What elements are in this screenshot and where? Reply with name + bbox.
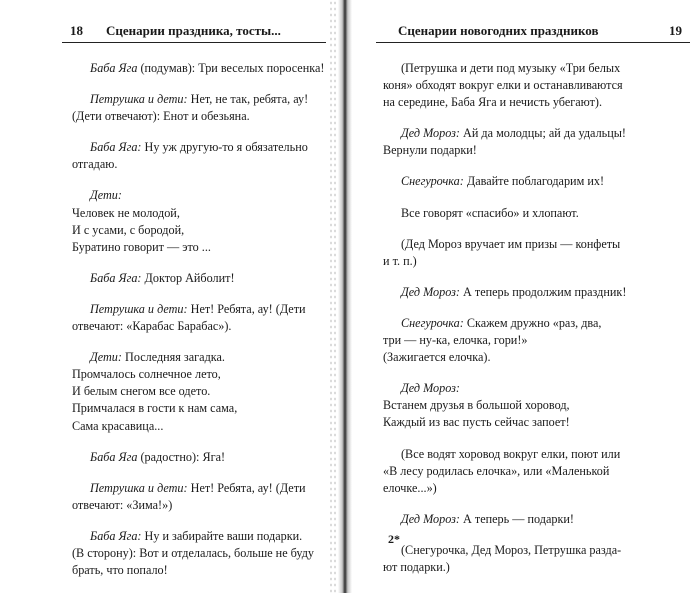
paragraph bbox=[72, 187, 328, 255]
text-line bbox=[72, 349, 328, 366]
text-line bbox=[383, 125, 687, 142]
line-text: Доктор Айболит! bbox=[141, 270, 235, 285]
line-text: (Снегурочка, Дед Мороз, Петрушка разда- bbox=[401, 542, 622, 557]
text-line bbox=[383, 77, 687, 94]
text-line bbox=[383, 446, 687, 463]
line-text: Вернули подарки! bbox=[383, 143, 477, 158]
line-text: Ну и забирайте ваши подарки. bbox=[141, 528, 303, 543]
paragraph bbox=[383, 380, 687, 431]
paragraph bbox=[72, 480, 328, 514]
paragraph bbox=[72, 60, 328, 77]
text-line bbox=[383, 414, 687, 431]
speaker-name: Дети: bbox=[90, 188, 122, 203]
text-line bbox=[72, 139, 328, 156]
speaker-name: Петрушка и дети: bbox=[90, 92, 188, 107]
line-text: (Все водят хоровод вокруг елки, поют или bbox=[401, 446, 621, 461]
text-line bbox=[72, 545, 328, 562]
line-text: отгадаю. bbox=[72, 157, 118, 172]
speaker-name: Петрушка и дети: bbox=[90, 301, 188, 316]
text-line bbox=[72, 270, 328, 287]
speaker-name: Дед Мороз: bbox=[401, 126, 460, 141]
line-text: Последняя загадка. bbox=[121, 350, 225, 365]
line-text: Нет! Ребята, ау! (Дети bbox=[187, 301, 306, 316]
text-line bbox=[383, 315, 687, 332]
left-page bbox=[0, 0, 346, 593]
speaker-name: Дед Мороз: bbox=[401, 511, 460, 526]
line-text: Сама красавица... bbox=[72, 418, 164, 433]
text-line bbox=[72, 156, 328, 173]
text-line bbox=[383, 236, 687, 253]
text-line bbox=[383, 253, 687, 270]
text-line bbox=[383, 284, 687, 301]
text-line bbox=[383, 463, 687, 480]
book-gutter bbox=[338, 0, 352, 593]
text-line bbox=[72, 418, 328, 435]
right-page-text bbox=[383, 60, 687, 590]
line-text: (подумав): Три веселых поросенка! bbox=[137, 61, 325, 75]
paragraph bbox=[383, 446, 687, 497]
text-line bbox=[72, 91, 328, 108]
text-line bbox=[383, 542, 687, 559]
paragraph bbox=[383, 542, 687, 576]
paragraph bbox=[383, 284, 687, 301]
text-line bbox=[72, 497, 328, 514]
text-line bbox=[383, 559, 687, 576]
text-line bbox=[72, 449, 328, 466]
speaker-name: Баба Яга: bbox=[90, 270, 142, 285]
paragraph bbox=[383, 511, 687, 528]
line-text: А теперь продолжим праздник! bbox=[460, 284, 627, 299]
line-text: (Дед Мороз вручает им призы — конфеты bbox=[401, 236, 621, 251]
text-line bbox=[383, 60, 687, 77]
line-text: И белым снегом все одето. bbox=[72, 384, 211, 399]
line-text: и т. п.) bbox=[383, 253, 417, 268]
text-line bbox=[72, 480, 328, 497]
text-line bbox=[72, 222, 328, 239]
text-line bbox=[72, 528, 328, 545]
line-text: Нет! Ребята, ау! (Дети bbox=[187, 480, 306, 495]
paragraph bbox=[383, 125, 687, 159]
line-text: Нет, не так, ребята, ау! bbox=[187, 92, 309, 107]
line-text: елочке...») bbox=[383, 480, 437, 495]
line-text: Промчалось солнечное лето, bbox=[72, 367, 221, 382]
text-line bbox=[72, 366, 328, 383]
paragraph bbox=[72, 301, 328, 335]
text-line bbox=[383, 511, 687, 528]
left-page-number: 18 bbox=[70, 23, 83, 38]
text-line bbox=[72, 562, 328, 579]
speaker-name: Дед Мороз: bbox=[401, 381, 460, 396]
text-line bbox=[383, 480, 687, 497]
text-line bbox=[383, 332, 687, 349]
text-line bbox=[383, 380, 687, 397]
line-text: коня» обходят вокруг елки и останавливаются bbox=[383, 78, 623, 93]
paragraph bbox=[383, 236, 687, 270]
line-text: Скажем дружно «раз, два, bbox=[463, 315, 602, 330]
line-text: (радостно): Яга! bbox=[137, 449, 226, 464]
text-line bbox=[383, 94, 687, 111]
speaker-name: Снегурочка: bbox=[401, 315, 464, 330]
paragraph bbox=[72, 528, 328, 579]
text-line bbox=[383, 349, 687, 366]
text-line bbox=[383, 173, 687, 190]
line-text: Буратино говорит — это ... bbox=[72, 239, 211, 254]
line-text: брать, что попало! bbox=[72, 563, 168, 578]
line-text: (Петрушка и дети под музыку «Три белых bbox=[401, 61, 621, 75]
gutter-noise bbox=[329, 0, 337, 593]
left-running-title: Сценарии праздника, тосты... bbox=[106, 23, 281, 38]
paragraph bbox=[72, 349, 328, 434]
left-running-head bbox=[62, 22, 326, 43]
paragraph bbox=[72, 449, 328, 466]
paragraph bbox=[383, 60, 687, 111]
paragraph bbox=[72, 270, 328, 287]
right-running-head bbox=[376, 22, 690, 43]
speaker-name: Снегурочка: bbox=[401, 174, 464, 189]
speaker-name: Дед Мороз: bbox=[401, 284, 460, 299]
paragraph bbox=[383, 315, 687, 366]
speaker-name: Баба Яга: bbox=[90, 528, 142, 543]
paragraph bbox=[383, 205, 687, 222]
text-line bbox=[72, 318, 328, 335]
text-line bbox=[72, 383, 328, 400]
speaker-name: Дети: bbox=[90, 350, 122, 365]
text-line bbox=[72, 239, 328, 256]
line-text: Примчалася в гости к нам сама, bbox=[72, 401, 238, 416]
right-running-title: Сценарии новогодних праздников bbox=[398, 23, 599, 38]
text-line bbox=[72, 301, 328, 318]
line-text: три — ну-ка, елочка, гори!» bbox=[383, 333, 528, 348]
speaker-name: Петрушка и дети: bbox=[90, 480, 188, 495]
line-text: (Зажигается елочка). bbox=[383, 350, 491, 365]
line-text: на середине, Баба Яга и нечисть убегают). bbox=[383, 95, 603, 110]
line-text: отвечают: «Карабас Барабас»). bbox=[72, 319, 232, 334]
line-text: отвечают: «Зима!») bbox=[72, 497, 173, 512]
line-text: Каждый из вас пусть сейчас запоет! bbox=[383, 415, 570, 430]
paragraph bbox=[72, 139, 328, 173]
text-line bbox=[72, 400, 328, 417]
text-line bbox=[72, 60, 328, 77]
line-text: (Дети отвечают): Енот и обезьяна. bbox=[72, 109, 250, 124]
text-line bbox=[72, 187, 328, 204]
line-text: «В лесу родилась елочка», или «Маленькой bbox=[383, 463, 610, 478]
text-line bbox=[383, 205, 687, 222]
right-page bbox=[352, 0, 699, 593]
text-line: Встанем друзья в большой хоровод, bbox=[383, 398, 570, 413]
speaker-name: Баба Яга bbox=[90, 61, 138, 75]
paragraph bbox=[72, 91, 328, 125]
left-page-text bbox=[72, 60, 328, 593]
line-text: Ну уж другую-то я обязательно bbox=[141, 140, 308, 155]
paragraph bbox=[383, 173, 687, 190]
speaker-name: Баба Яга bbox=[90, 449, 138, 464]
text-line bbox=[72, 108, 328, 125]
line-text: А теперь — подарки! bbox=[460, 511, 574, 526]
text-line: Человек не молодой, bbox=[72, 205, 180, 220]
text-line bbox=[383, 142, 687, 159]
line-text: Ай да молодцы; ай да удальцы! bbox=[460, 126, 626, 141]
line-text: ют подарки.) bbox=[383, 559, 450, 574]
line-text: (В сторону): Вот и отделалась, больше не буду bbox=[72, 545, 315, 560]
line-text: Давайте поблагодарим их! bbox=[463, 174, 605, 189]
signature-mark: 2* bbox=[388, 532, 400, 546]
right-page-number: 19 bbox=[669, 23, 682, 38]
line-text: Все говорят «спасибо» и хлопают. bbox=[401, 205, 579, 220]
speaker-name: Баба Яга: bbox=[90, 140, 142, 155]
line-text: И с усами, с бородой, bbox=[72, 222, 185, 237]
